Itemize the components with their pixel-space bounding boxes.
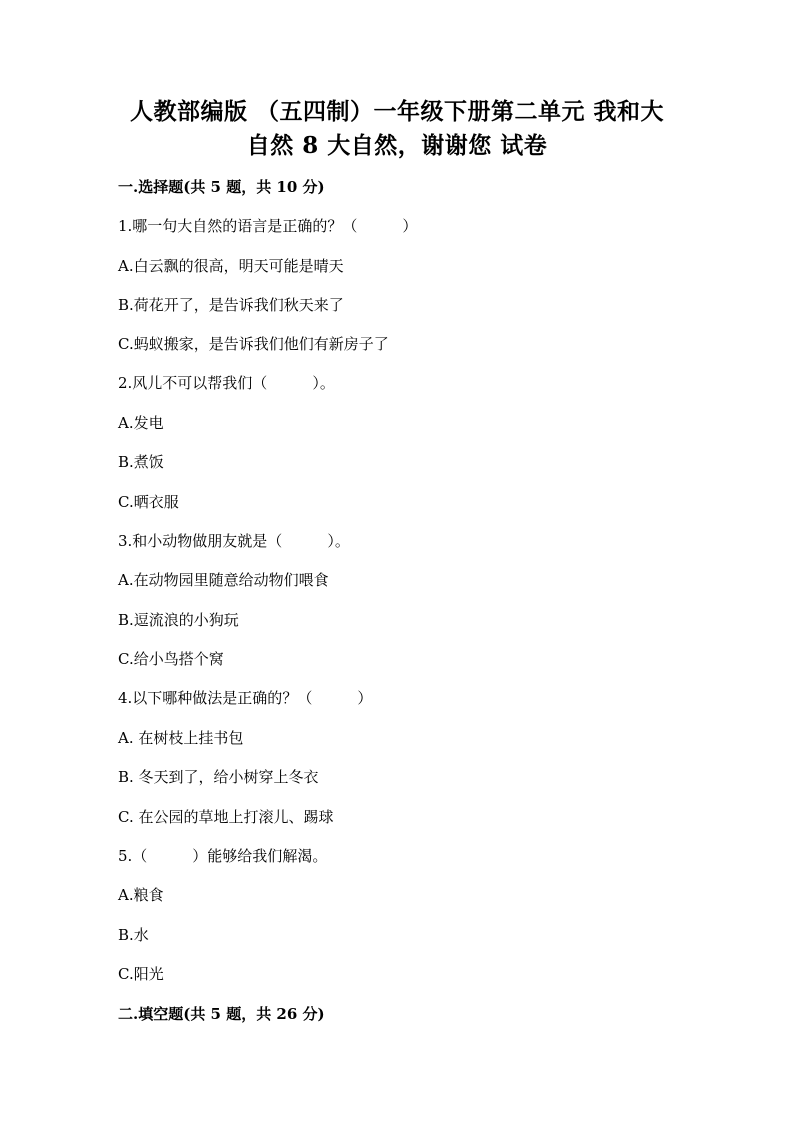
exam-title-line-2: 自然 8 大自然，谢谢您 试卷 — [246, 132, 548, 159]
question-4-option-b: B. 冬天到了，给小树穿上冬衣 — [118, 768, 319, 786]
question-1-stem: 1.哪一句大自然的语言是正确的？（ ） — [118, 217, 418, 235]
question-3-stem: 3.和小动物做朋友就是（ ）。 — [118, 532, 350, 550]
question-1-option-c: C.蚂蚁搬家，是告诉我们他们有新房子了 — [118, 335, 389, 353]
question-3-option-b: B.逗流浪的小狗玩 — [118, 611, 239, 629]
exam-title-line-1: 人教部编版 （五四制）一年级下册第二单元 我和大 — [129, 98, 664, 125]
question-5-stem: 5.（ ）能够给我们解渴。 — [118, 847, 328, 865]
question-4-option-a: A. 在树枝上挂书包 — [118, 729, 244, 747]
question-4-option-c: C. 在公园的草地上打滚儿、踢球 — [118, 808, 334, 826]
question-2-option-a: A.发电 — [118, 414, 164, 432]
question-1-option-b: B.荷花开了，是告诉我们秋天来了 — [118, 296, 344, 314]
question-5-option-a: A.粮食 — [118, 886, 164, 904]
question-2-option-b: B.煮饭 — [118, 453, 164, 471]
section-heading-fill-in-blank: 二.填空题(共 5 题，共 26 分) — [118, 1005, 325, 1023]
question-2-option-c: C.晒衣服 — [118, 493, 179, 511]
question-2-stem: 2.风儿不可以帮我们（ ）。 — [118, 374, 335, 392]
question-4-stem: 4.以下哪种做法是正确的？（ ） — [118, 689, 373, 707]
question-5-option-c: C.阳光 — [118, 965, 164, 983]
question-1-option-a: A.白云飘的很高，明天可能是晴天 — [118, 257, 344, 275]
question-3-option-c: C.给小鸟搭个窝 — [118, 650, 224, 668]
section-heading-multiple-choice: 一.选择题(共 5 题，共 10 分) — [118, 178, 325, 196]
question-3-option-a: A.在动物园里随意给动物们喂食 — [118, 571, 329, 589]
question-5-option-b: B.水 — [118, 926, 149, 944]
